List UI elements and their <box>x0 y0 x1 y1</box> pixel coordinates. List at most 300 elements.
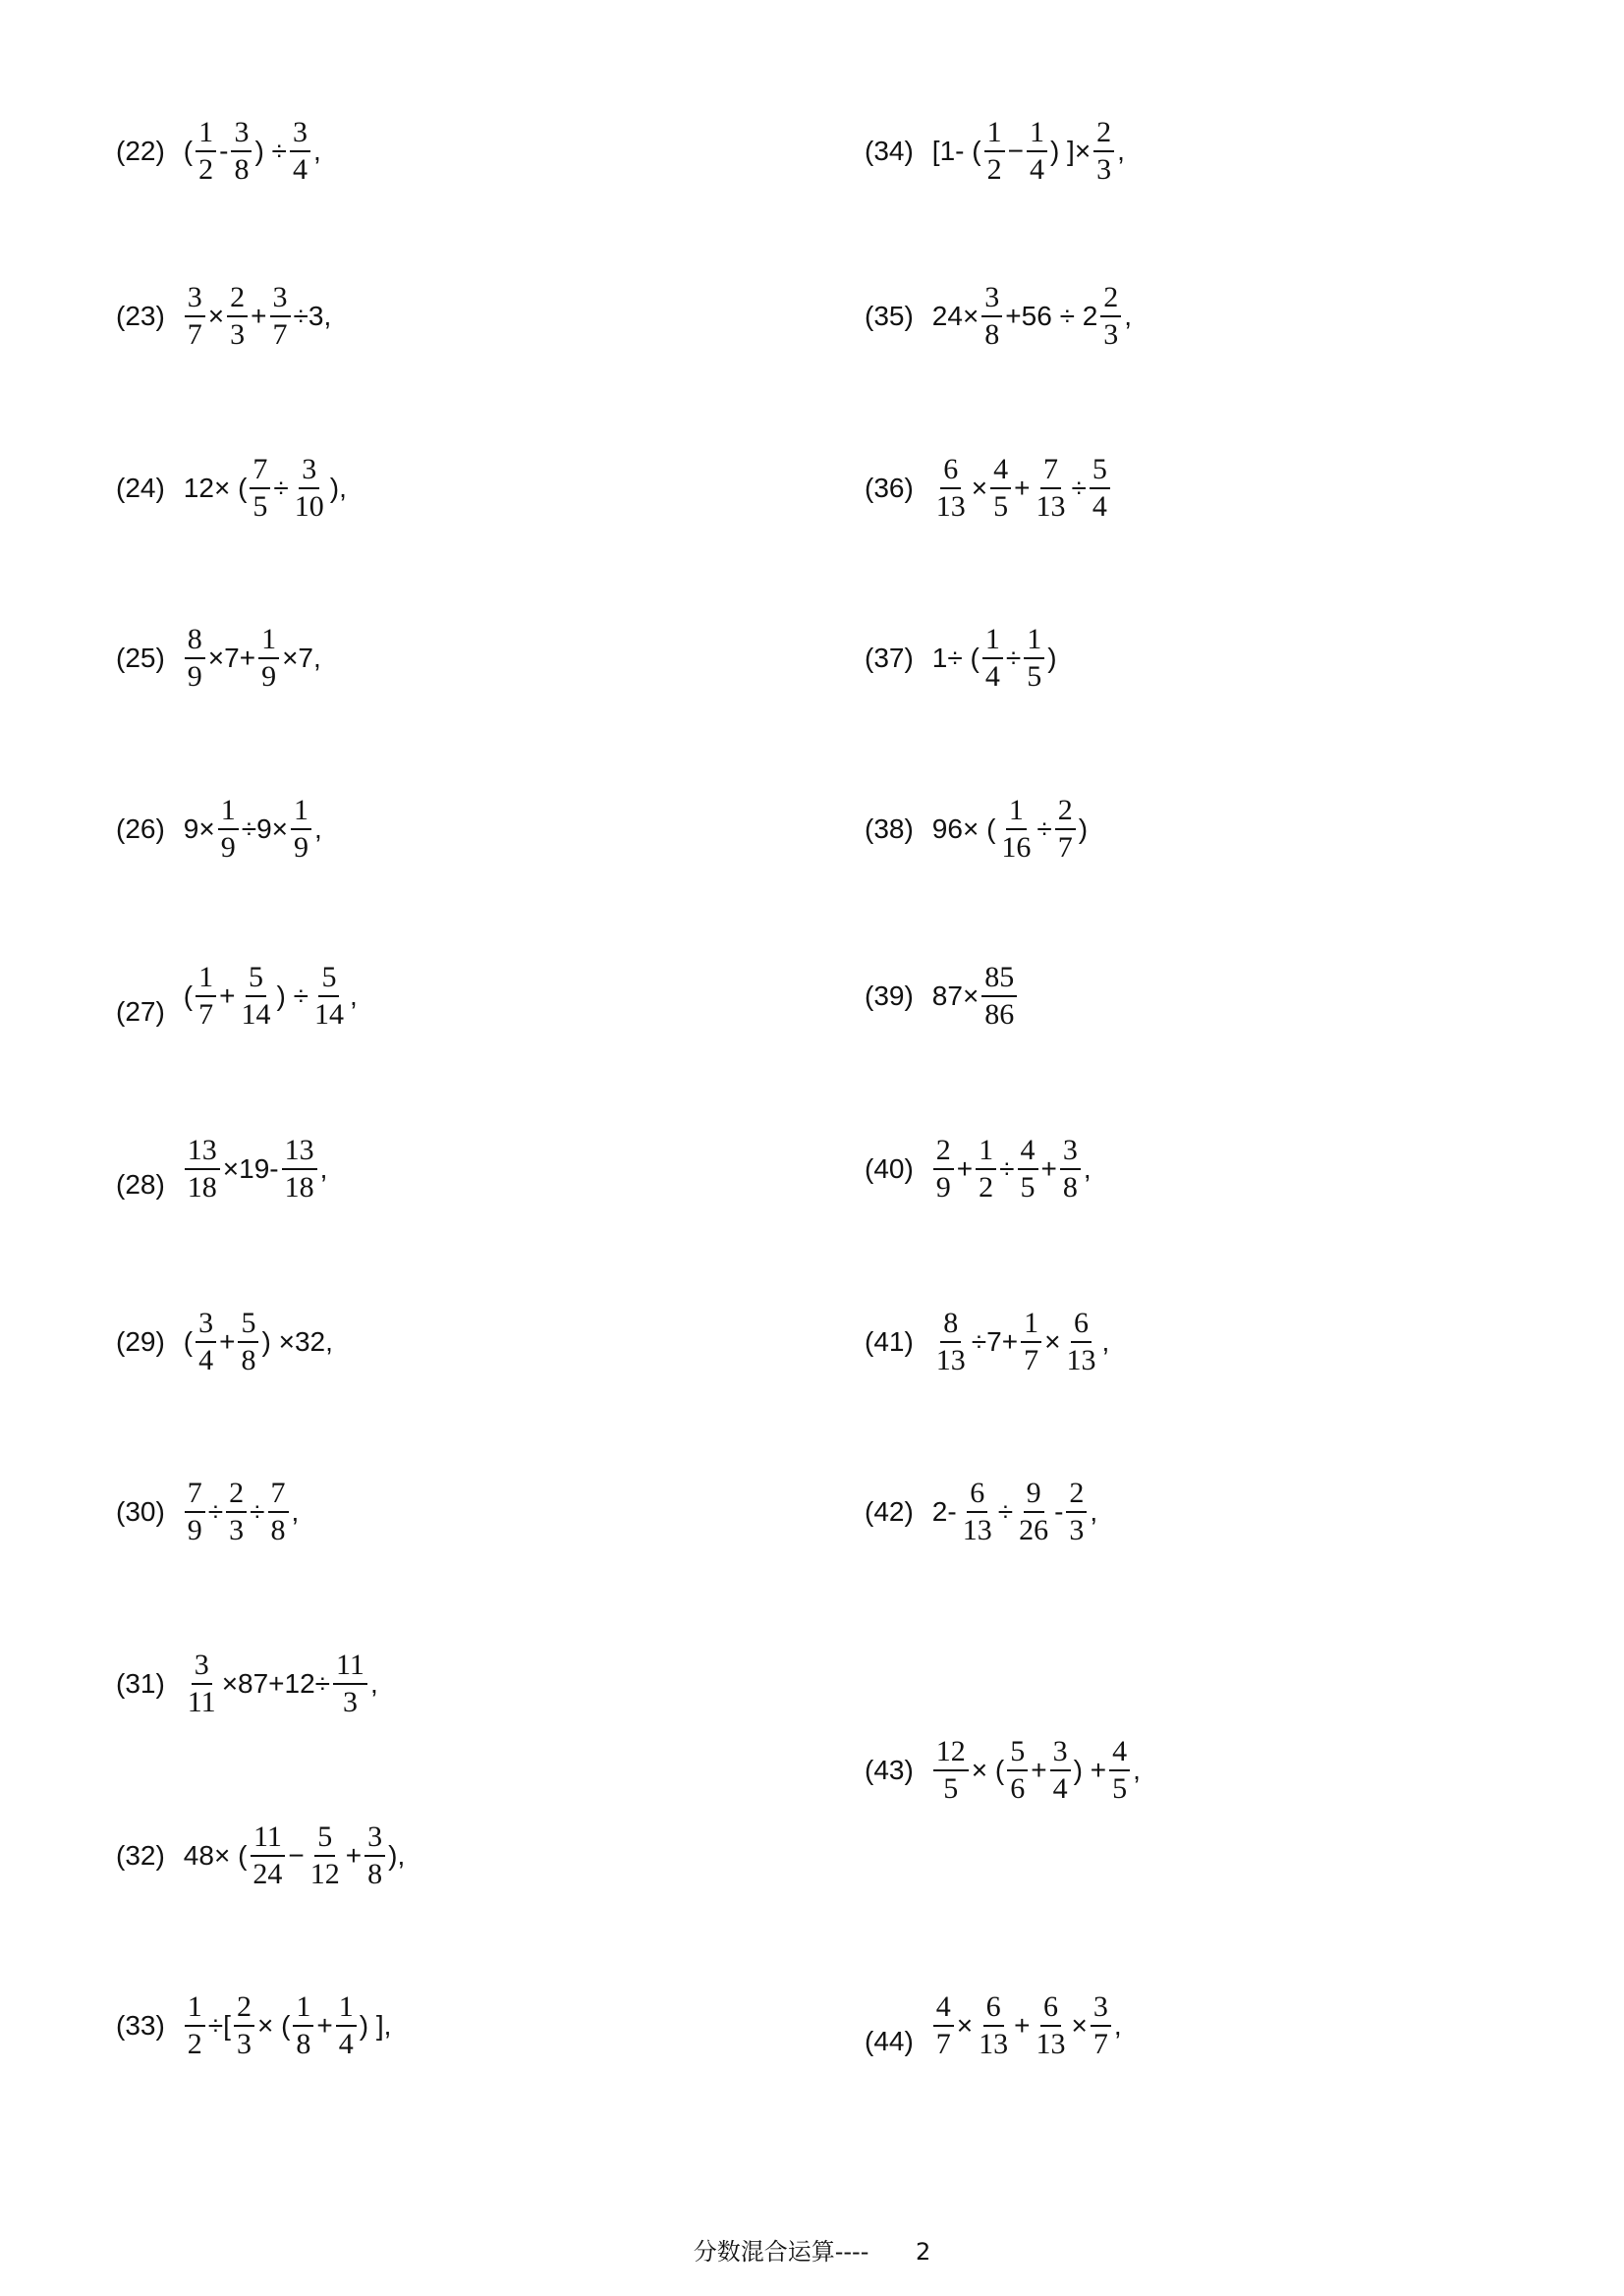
denominator: 4 <box>198 1344 214 1376</box>
fraction <box>250 455 270 522</box>
operator-text: × ( <box>971 1755 1005 1785</box>
operator-text: ÷7+ <box>971 1326 1019 1357</box>
denominator: 8 <box>1062 1171 1078 1204</box>
operator-text: ÷ <box>250 1496 265 1527</box>
fraction <box>933 1737 969 1804</box>
expression <box>931 455 1112 522</box>
problem-number: (29) <box>116 1326 165 1357</box>
expression <box>183 963 359 1030</box>
problem-number: (35) <box>865 301 914 331</box>
fraction <box>1060 1136 1081 1203</box>
denominator: 9 <box>294 831 309 864</box>
fraction <box>196 1309 216 1375</box>
problem-number: (27) <box>116 996 165 1027</box>
expression <box>931 796 1089 863</box>
numerator: 3 <box>981 283 1002 317</box>
denominator: 13 <box>1066 1344 1096 1376</box>
fraction <box>990 455 1011 522</box>
denominator: 8 <box>367 1858 383 1890</box>
numerator: 5 <box>1007 1737 1028 1771</box>
expression <box>183 455 348 522</box>
fraction <box>291 796 311 863</box>
denominator: 3 <box>229 1514 245 1546</box>
fraction <box>1055 796 1076 863</box>
problem-35 <box>865 283 1133 350</box>
operator-text: , <box>314 813 322 844</box>
operator-text: ÷ <box>1071 473 1087 503</box>
numerator: 5 <box>238 1309 258 1343</box>
expression <box>183 1309 334 1375</box>
problem-42 <box>865 1479 1098 1545</box>
operator-text: , <box>1101 1326 1110 1357</box>
problem-number: (33) <box>116 2010 165 2041</box>
denominator: 8 <box>984 318 1000 351</box>
problem-number: (31) <box>116 1668 165 1699</box>
problem-number: (39) <box>865 980 914 1011</box>
expression <box>183 283 332 350</box>
numerator: 3 <box>185 283 205 317</box>
fraction <box>933 1136 954 1203</box>
fraction <box>1050 1737 1071 1804</box>
numerator: 3 <box>192 1651 212 1685</box>
denominator: 4 <box>984 660 1000 693</box>
numerator: 1 <box>196 963 216 997</box>
fraction <box>981 283 1002 350</box>
denominator: 5 <box>943 1772 959 1805</box>
numerator: 1 <box>1027 118 1047 152</box>
denominator: 4 <box>1092 490 1107 523</box>
numerator: 7 <box>1040 455 1061 489</box>
numerator: 1 <box>258 625 279 659</box>
problem-28 <box>116 1136 328 1203</box>
numerator: 1 <box>336 1992 357 2027</box>
numerator: 3 <box>1060 1136 1081 1170</box>
fraction <box>982 625 1003 692</box>
operator-text: 48× ( <box>183 1840 248 1871</box>
problem-number: (26) <box>116 813 165 844</box>
problem-43 <box>865 1737 1142 1804</box>
denominator: 7 <box>1057 831 1073 864</box>
expression <box>931 1737 1142 1804</box>
footer-title: 分数混合运算---- <box>693 2238 869 2266</box>
operator-text: 96× ( <box>931 813 996 844</box>
fraction <box>185 1479 205 1545</box>
denominator: 5 <box>1112 1772 1128 1805</box>
problem-number: (37) <box>865 643 914 673</box>
problem-27 <box>116 963 359 1030</box>
operator-text: ÷ <box>207 1496 224 1527</box>
denominator: 24 <box>252 1858 283 1890</box>
operator-text: 9× <box>183 813 215 844</box>
denominator: 5 <box>252 490 268 523</box>
denominator: 7 <box>198 998 214 1031</box>
operator-text: ÷[ <box>207 2010 231 2041</box>
problem-40 <box>865 1136 1092 1203</box>
fraction <box>1063 1309 1098 1375</box>
expression <box>183 1479 301 1545</box>
operator-text: × ( <box>256 2010 291 2041</box>
problem-22 <box>116 118 322 185</box>
problem-number: (41) <box>865 1326 914 1357</box>
expression <box>183 1992 393 2059</box>
fraction <box>270 283 291 350</box>
operator-text: ) ]× <box>1049 136 1092 166</box>
expression <box>931 1136 1092 1203</box>
operator-text: ÷ <box>273 473 289 503</box>
denominator: 12 <box>309 1858 340 1890</box>
problem-38 <box>865 796 1089 863</box>
denominator: 8 <box>241 1344 256 1376</box>
numerator: 11 <box>251 1822 285 1857</box>
fraction <box>1024 625 1044 692</box>
expression <box>183 118 322 185</box>
numerator: 1 <box>984 118 1005 152</box>
operator-text: ( <box>183 980 194 1011</box>
problem-25 <box>116 625 322 692</box>
denominator: 11 <box>187 1686 216 1718</box>
operator-text: + <box>1031 1755 1047 1785</box>
operator-text: ×19- <box>222 1153 279 1184</box>
operator-text: ) ×32, <box>261 1326 333 1357</box>
operator-text: + <box>1014 2010 1031 2041</box>
operator-text: × <box>956 2010 974 2041</box>
fraction <box>984 118 1005 185</box>
operator-text: − <box>288 1840 305 1871</box>
problem-29 <box>116 1309 334 1375</box>
fraction <box>196 963 216 1030</box>
denominator: 3 <box>1096 153 1112 186</box>
denominator: 7 <box>1092 2028 1108 2060</box>
operator-text: , <box>1083 1153 1092 1184</box>
problem-number: (23) <box>116 301 165 331</box>
fraction <box>227 283 248 350</box>
fraction <box>258 625 279 692</box>
denominator: 7 <box>1024 1344 1039 1376</box>
operator-text: ÷ <box>997 1496 1014 1527</box>
denominator: 5 <box>1027 660 1042 693</box>
denominator: 18 <box>187 1171 217 1204</box>
denominator: 3 <box>1069 1514 1085 1546</box>
denominator: 9 <box>261 660 277 693</box>
numerator: 3 <box>364 1822 385 1857</box>
numerator: 5 <box>314 1822 335 1857</box>
numerator: 3 <box>270 283 291 317</box>
expression <box>183 625 322 692</box>
denominator: 9 <box>935 1171 951 1204</box>
fraction <box>185 1136 220 1203</box>
numerator: 8 <box>940 1309 961 1343</box>
operator-text: ), <box>329 473 347 503</box>
numerator: 1 <box>976 1136 996 1170</box>
fraction <box>238 1309 258 1375</box>
numerator: 7 <box>268 1479 289 1513</box>
fraction <box>976 1136 996 1203</box>
operator-text: , <box>1124 301 1133 331</box>
problem-26 <box>116 796 323 863</box>
numerator: 6 <box>1040 1992 1061 2027</box>
denominator: 13 <box>1036 2028 1066 2060</box>
operator-text: + <box>956 1153 974 1184</box>
problem-number: (28) <box>116 1169 165 1200</box>
problem-number: (44) <box>865 2026 914 2056</box>
expression <box>183 796 323 863</box>
operator-text: × <box>207 301 225 331</box>
fraction <box>238 963 273 1030</box>
operator-text: , <box>1133 1755 1141 1785</box>
fraction <box>1093 118 1114 185</box>
fraction <box>364 1822 385 1889</box>
fraction <box>292 455 327 522</box>
fraction <box>250 1822 285 1889</box>
numerator: 2 <box>234 1992 254 2027</box>
denominator: 4 <box>1029 153 1044 186</box>
fraction <box>1016 1479 1051 1545</box>
problem-number: (36) <box>865 473 914 503</box>
fraction <box>268 1479 289 1545</box>
denominator: 4 <box>292 153 308 186</box>
fraction <box>960 1479 995 1545</box>
fraction <box>226 1479 247 1545</box>
numerator: 3 <box>290 118 310 152</box>
operator-text: , <box>349 980 358 1011</box>
numerator: 3 <box>299 455 319 489</box>
operator-text: ×87+12÷ <box>221 1668 331 1699</box>
numerator: 6 <box>967 1479 987 1513</box>
operator-text: ÷9× <box>241 813 289 844</box>
fraction <box>1027 118 1047 185</box>
operator-text: ( <box>183 1326 194 1357</box>
numerator: 7 <box>185 1479 205 1513</box>
operator-text: 12× ( <box>183 473 248 503</box>
denominator: 7 <box>272 318 288 351</box>
operator-text: ) ÷ <box>276 980 308 1011</box>
denominator: 6 <box>1010 1772 1026 1805</box>
problem-number: (22) <box>116 136 165 166</box>
fraction <box>290 118 310 185</box>
denominator: 3 <box>236 2028 252 2060</box>
denominator: 9 <box>187 1514 202 1546</box>
problem-44 <box>865 1992 1123 2059</box>
operator-text: × <box>1071 2010 1088 2041</box>
denominator: 13 <box>962 1514 992 1546</box>
problem-24 <box>116 455 348 522</box>
fraction <box>933 1992 954 2059</box>
problem-number: (24) <box>116 473 165 503</box>
operator-text: 1÷ ( <box>931 643 980 673</box>
numerator: 6 <box>940 455 961 489</box>
numerator: 1 <box>196 118 216 152</box>
denominator: 3 <box>1103 318 1119 351</box>
fraction <box>1100 283 1121 350</box>
numerator: 2 <box>1100 283 1121 317</box>
problem-number: (43) <box>865 1755 914 1785</box>
fraction <box>336 1992 357 2059</box>
fraction <box>1090 455 1110 522</box>
fraction <box>1021 1309 1041 1375</box>
fraction <box>1007 1737 1028 1804</box>
fraction <box>981 963 1017 1030</box>
fraction <box>185 1651 219 1717</box>
numerator: 5 <box>246 963 266 997</box>
operator-text: × <box>1044 1326 1061 1357</box>
fraction <box>293 1992 313 2059</box>
numerator: 2 <box>1093 118 1114 152</box>
fraction <box>1109 1737 1130 1804</box>
operator-text: , <box>291 1496 300 1527</box>
numerator: 3 <box>196 1309 216 1343</box>
page-footer <box>0 2232 1624 2267</box>
numerator: 3 <box>1050 1737 1071 1771</box>
numerator: 7 <box>250 455 270 489</box>
numerator: 3 <box>231 118 252 152</box>
fraction <box>311 963 347 1030</box>
operator-text: ) <box>1047 643 1057 673</box>
denominator: 2 <box>198 153 214 186</box>
operator-text: ÷ <box>1036 813 1052 844</box>
fraction <box>185 283 205 350</box>
fraction <box>1018 1136 1038 1203</box>
denominator: 16 <box>1001 831 1032 864</box>
fraction <box>218 796 239 863</box>
denominator: 8 <box>270 1514 286 1546</box>
denominator: 13 <box>935 490 966 523</box>
numerator: 4 <box>1109 1737 1130 1771</box>
problem-number: (34) <box>865 136 914 166</box>
numerator: 2 <box>226 1479 247 1513</box>
fraction <box>196 118 216 185</box>
denominator: 8 <box>234 153 250 186</box>
numerator: 5 <box>318 963 339 997</box>
denominator: 26 <box>1019 1514 1049 1546</box>
denominator: 2 <box>986 153 1002 186</box>
numerator: 9 <box>1024 1479 1044 1513</box>
operator-text: ÷ <box>999 1153 1015 1184</box>
denominator: 13 <box>935 1344 966 1376</box>
denominator: 7 <box>187 318 202 351</box>
denominator: 3 <box>230 318 246 351</box>
numerator: 85 <box>981 963 1017 997</box>
numerator: 2 <box>1066 1479 1087 1513</box>
problem-number: (42) <box>865 1496 914 1527</box>
fraction <box>998 796 1034 863</box>
numerator: 2 <box>933 1136 954 1170</box>
problem-30 <box>116 1479 300 1545</box>
numerator: 1 <box>218 796 239 830</box>
numerator: 11 <box>333 1651 367 1685</box>
denominator: 7 <box>935 2028 951 2060</box>
operator-text: ) ÷ <box>254 136 287 166</box>
fraction <box>333 1651 367 1717</box>
problem-39 <box>865 963 1019 1030</box>
problem-number: (32) <box>116 1840 165 1871</box>
problem-37 <box>865 625 1058 692</box>
denominator: 13 <box>1036 490 1066 523</box>
numerator: 1 <box>291 796 311 830</box>
fraction <box>1091 1992 1111 2059</box>
problem-33 <box>116 1992 392 2059</box>
numerator: 12 <box>933 1737 969 1771</box>
operator-text: - <box>219 136 229 166</box>
numerator: 2 <box>227 283 248 317</box>
numerator: 6 <box>983 1992 1004 2027</box>
fraction <box>976 1992 1011 2059</box>
numerator: 5 <box>1090 455 1110 489</box>
operator-text: ) ], <box>359 2010 392 2041</box>
expression <box>931 1992 1123 2059</box>
denominator: 5 <box>1020 1171 1036 1204</box>
problem-31 <box>116 1651 379 1717</box>
operator-text: + <box>251 301 267 331</box>
problem-number: (30) <box>116 1496 165 1527</box>
fraction <box>933 1309 969 1375</box>
numerator: 1 <box>1006 796 1027 830</box>
expression <box>183 1136 329 1203</box>
denominator: 5 <box>993 490 1009 523</box>
operator-text: , <box>1113 2010 1122 2041</box>
fraction <box>1066 1479 1087 1545</box>
expression <box>931 118 1126 185</box>
problem-number: (38) <box>865 813 914 844</box>
operator-text: +56 ÷ 2 <box>1005 301 1098 331</box>
numerator: 1 <box>982 625 1003 659</box>
operator-text: , <box>1117 136 1125 166</box>
operator-text: × <box>971 473 988 503</box>
denominator: 4 <box>338 2028 354 2060</box>
operator-text: - <box>1054 1496 1064 1527</box>
operator-text: 87× <box>931 980 980 1011</box>
expression <box>183 1651 379 1717</box>
operator-text: + <box>219 980 236 1011</box>
operator-text: ), <box>388 1840 406 1871</box>
problem-36 <box>865 455 1112 522</box>
fraction <box>231 118 252 185</box>
operator-text: + <box>1014 473 1031 503</box>
fraction <box>1034 1992 1069 2059</box>
fraction <box>1034 455 1069 522</box>
denominator: 2 <box>187 2028 202 2060</box>
expression <box>931 1479 1098 1545</box>
numerator: 4 <box>990 455 1011 489</box>
numerator: 8 <box>185 625 205 659</box>
denominator: 3 <box>342 1686 358 1718</box>
operator-text: ÷ <box>1005 643 1022 673</box>
operator-text: ) + <box>1073 1755 1107 1785</box>
expression <box>931 1309 1110 1375</box>
fraction <box>234 1992 254 2059</box>
denominator: 9 <box>220 831 236 864</box>
operator-text: [1- ( <box>931 136 981 166</box>
denominator: 13 <box>979 2028 1009 2060</box>
expression <box>183 1822 406 1889</box>
fraction <box>308 1822 343 1889</box>
operator-text: 24× <box>931 301 980 331</box>
operator-text: + <box>1040 1153 1057 1184</box>
problem-number: (25) <box>116 643 165 673</box>
numerator: 13 <box>185 1136 220 1170</box>
denominator: 10 <box>294 490 324 523</box>
problem-23 <box>116 283 332 350</box>
denominator: 4 <box>1052 1772 1068 1805</box>
operator-text: 2- <box>931 1496 957 1527</box>
numerator: 1 <box>185 1992 205 2027</box>
denominator: 8 <box>296 2028 311 2060</box>
expression <box>931 283 1133 350</box>
numerator: 1 <box>293 1992 313 2027</box>
operator-text: ÷3, <box>293 301 332 331</box>
problem-32 <box>116 1822 406 1889</box>
expression <box>931 963 1020 1030</box>
denominator: 9 <box>187 660 202 693</box>
